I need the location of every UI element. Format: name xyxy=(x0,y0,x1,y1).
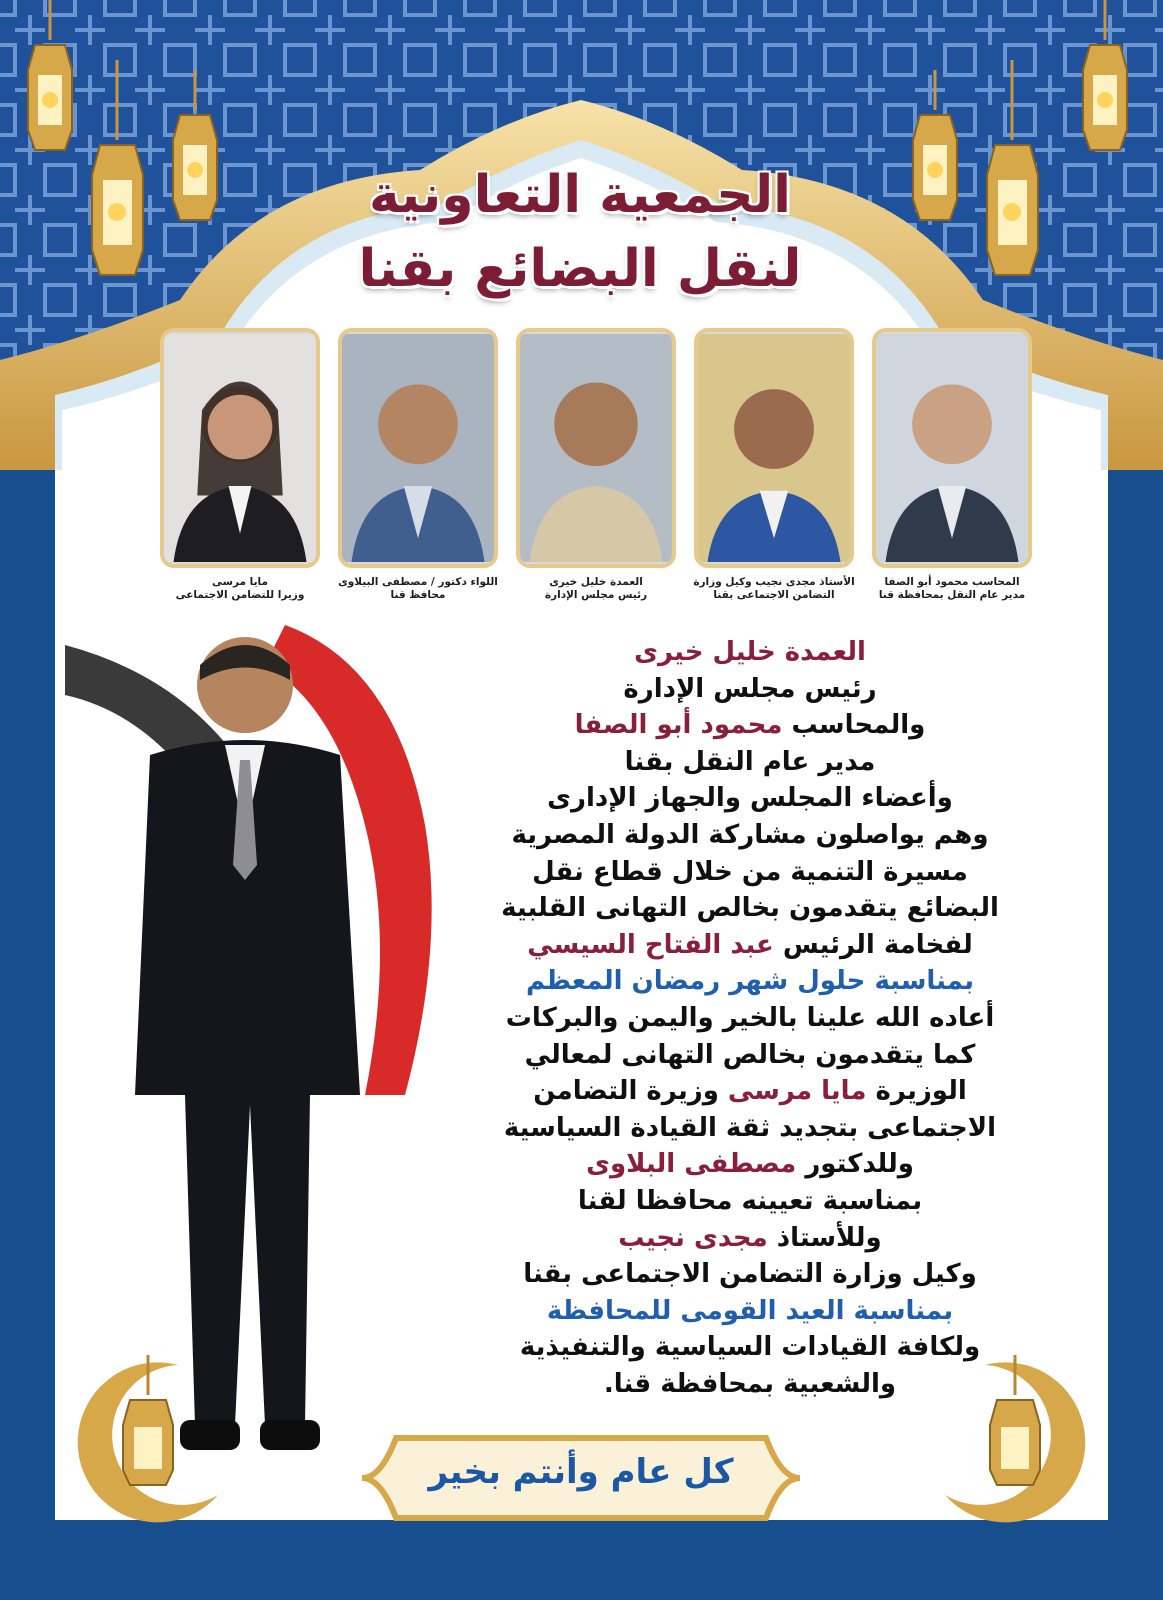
title-line-2: لنقل البضائع بقنا xyxy=(358,239,802,299)
message-line: الاجتماعى بتجديد ثقة القيادة السياسية xyxy=(503,1112,997,1143)
portrait-caption: مايا مرسى وزيرا للتضامن الاجتماعى xyxy=(175,576,305,601)
lantern-icon xyxy=(1075,0,1135,170)
portrait-photo xyxy=(338,328,498,568)
message-line: وكيل وزارة التضامن الاجتماعى بقنا xyxy=(523,1259,977,1290)
message-line: البضائع يتقدمون بخالص التهانى القلبية xyxy=(501,893,999,924)
message-line: وللدكتور مصطفى البلاوى xyxy=(586,1149,914,1180)
lantern-icon xyxy=(20,0,80,170)
message-line: والشعبية بمحافظة قنا. xyxy=(603,1368,897,1399)
message-line: الوزيرة مايا مرسى وزيرة التضامن xyxy=(533,1076,967,1107)
portrait-caption: الأستاذ مجدى نجيب وكيل وزارة التضامن الاجتماعى بقنا xyxy=(693,576,855,601)
lantern-icon xyxy=(85,60,150,300)
message-line: وللأستاذ مجدى نجيب xyxy=(618,1222,882,1253)
message-line: ولكافة القيادات السياسية والتنفيذية xyxy=(519,1332,981,1363)
message-line: بمناسبة حلول شهر رمضان المعظم xyxy=(526,966,974,997)
poster-title xyxy=(230,158,930,306)
message-line: رئيس مجلس الإدارة xyxy=(623,673,877,704)
message-line: لفخامة الرئيس عبد الفتاح السيسي xyxy=(527,929,973,960)
portrait-photo xyxy=(160,328,320,568)
message-line: وأعضاء المجلس والجهاز الإدارى xyxy=(547,783,953,814)
portrait-photo xyxy=(516,328,676,568)
portrait-caption: المحاسب محمود أبو الصفا مدير عام النقل بمحافظة قنا xyxy=(878,576,1026,601)
message-line: بمناسبة تعيينه محافظا لقنا xyxy=(577,1185,923,1216)
congratulation-message xyxy=(445,634,1055,1402)
message-line: العمدة خليل خيرى xyxy=(634,637,866,667)
portrait-caption: العمدة خليل خيرى رئيس مجلس الإدارة xyxy=(544,576,648,601)
message-line: والمحاسب محمود أبو الصفا xyxy=(574,710,926,741)
message-line: بمناسبة العيد القومى للمحافظة xyxy=(546,1295,954,1326)
message-line: مسيرة التنمية من خلال قطاع نقل xyxy=(532,856,968,887)
greeting-text: كل عام وأنتم بخير xyxy=(428,1452,734,1492)
message-line: كما يتقدمون بخالص التهانى لمعالي xyxy=(524,1039,976,1070)
crescent-lantern-icon xyxy=(58,1355,228,1525)
portrait-photo xyxy=(872,328,1032,568)
message-line: مدير عام النقل بقنا xyxy=(624,746,876,777)
title-line-1: الجمعية التعاونية xyxy=(369,165,791,225)
crescent-lantern-icon xyxy=(935,1355,1105,1525)
portrait-photo xyxy=(694,328,854,568)
message-line: أعاده الله علينا بالخير واليمن والبركات xyxy=(505,1002,995,1033)
message-line: وهم يواصلون مشاركة الدولة المصرية xyxy=(511,819,989,850)
portrait-caption: اللواء دكتور / مصطفى البيلاوى محافظ قنا xyxy=(338,576,498,601)
lantern-icon xyxy=(165,70,225,240)
lantern-icon xyxy=(980,60,1045,300)
